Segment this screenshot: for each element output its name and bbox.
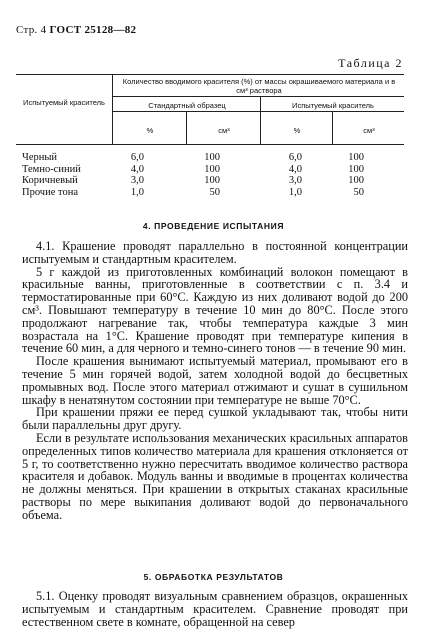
page-number: Стр. 4 [16, 24, 47, 36]
table-divider [332, 111, 333, 144]
tested-pct: 1,0 [288, 186, 302, 198]
table-rule [112, 96, 404, 97]
section-4-body [22, 240, 408, 522]
table-divider [112, 74, 113, 144]
table-top-rule [16, 74, 404, 75]
paragraph: После крашения вынимают испытуемый материал, промывают его в течение 5 мин горячей водой, затем холодной водой до бесцветных промывных вод. После этого материал отжимают и сушат в сушильном шкафу в ненатянутом состоянии при температуре не выше 70°С. [22, 354, 408, 407]
standard-cm3: 100 [204, 163, 220, 175]
section-4-title: 4. ПРОВЕДЕНИЕ ИСПЫТАНИЯ [142, 221, 285, 231]
table-row [16, 187, 404, 199]
table-row [16, 164, 404, 176]
standard-pct: 1,0 [130, 186, 144, 198]
dye-name: Черный [22, 152, 58, 163]
header-dye: Испытуемый краситель [23, 98, 105, 107]
tested-cm3: 100 [348, 163, 364, 175]
standard-cm3: 50 [209, 186, 220, 198]
header-tested: Испытуемый краситель [292, 101, 374, 110]
tested-pct: 6,0 [288, 152, 302, 163]
standard-number: ГОСТ 25128—82 [49, 24, 137, 36]
standard-pct: 4,0 [130, 163, 144, 175]
paragraph: 5 г каждой из приготовленных комбинаций волокон помещают в красильные ванны, приготовленные в соответствии с п. 3.4 и термостатированные при 60°С. Каждую из них доливают водой до 200 см³. Повышают температуру в течение 10 мин до 80°С. После этого продолжают нагревание так, чтобы температура каждые 3 мин возрастала на 1°С. Крашение проводят при температуре кипения в течение 60 мин, а для черного и темно-синего тонов — в течение 90 мин. [22, 264, 408, 356]
table-divider [260, 96, 261, 144]
paragraph: 5.1. Оценку проводят визуальным сравнением образцов, окрашенных испытуемым и стандартным красителем. Сравнение проводят при естественном свете в комнате, обращенной на север [22, 589, 408, 629]
table-rule [112, 111, 404, 112]
paragraph: 4.1. Крашение проводят параллельно в постоянной концентрации испытуемым и стандартным красителем. [22, 239, 408, 266]
tested-cm3: 50 [353, 186, 364, 198]
standard-cm3: 100 [204, 152, 220, 163]
table-divider [186, 111, 187, 144]
header-amount: Количество вводимого красителя (%) от массы окрашиваемого материала и в см³ раствора [122, 77, 396, 95]
section-5-body [22, 590, 408, 628]
table-row [16, 152, 404, 164]
table-body [16, 152, 404, 198]
table-header-rule [16, 144, 404, 145]
paragraph: Если в результате использования механических красильных аппаратов определенных типов количество материала для крашения отклоняется от 5 г, то соответственно нужно пересчитать вводимое количество раствора красителя и добавок. Модуль ванны и вводимые в процентах количества не должны меняться. При крашении в открытых стаканах красильные растворы по мере выкипания доливают водой до первоначального объема. [22, 430, 408, 522]
dye-name: Коричневый [22, 175, 78, 186]
tested-cm3: 100 [348, 175, 364, 186]
header-unit-cm3: см³ [218, 126, 230, 135]
section-5-title: 5. ОБРАБОТКА РЕЗУЛЬТАТОВ [143, 572, 284, 582]
standard-pct: 6,0 [130, 152, 144, 163]
table-row [16, 175, 404, 187]
dye-name: Темно-синий [22, 163, 81, 175]
standard-pct: 3,0 [130, 175, 144, 186]
paragraph: При крашении пряжи ее перед сушкой укладывают так, чтобы нити были параллельны друг другу. [22, 405, 408, 433]
tested-pct: 3,0 [288, 175, 302, 186]
header-unit-pct: % [293, 126, 301, 135]
tested-pct: 4,0 [288, 163, 302, 175]
standard-cm3: 100 [204, 175, 220, 186]
page-header [16, 24, 136, 36]
tested-cm3: 100 [348, 152, 364, 163]
header-standard: Стандартный образец [148, 101, 226, 110]
dye-name: Прочие тона [22, 186, 78, 198]
table-caption: Таблица 2 [338, 56, 403, 70]
header-unit-cm3: см³ [363, 126, 375, 135]
header-unit-pct: % [146, 126, 154, 135]
